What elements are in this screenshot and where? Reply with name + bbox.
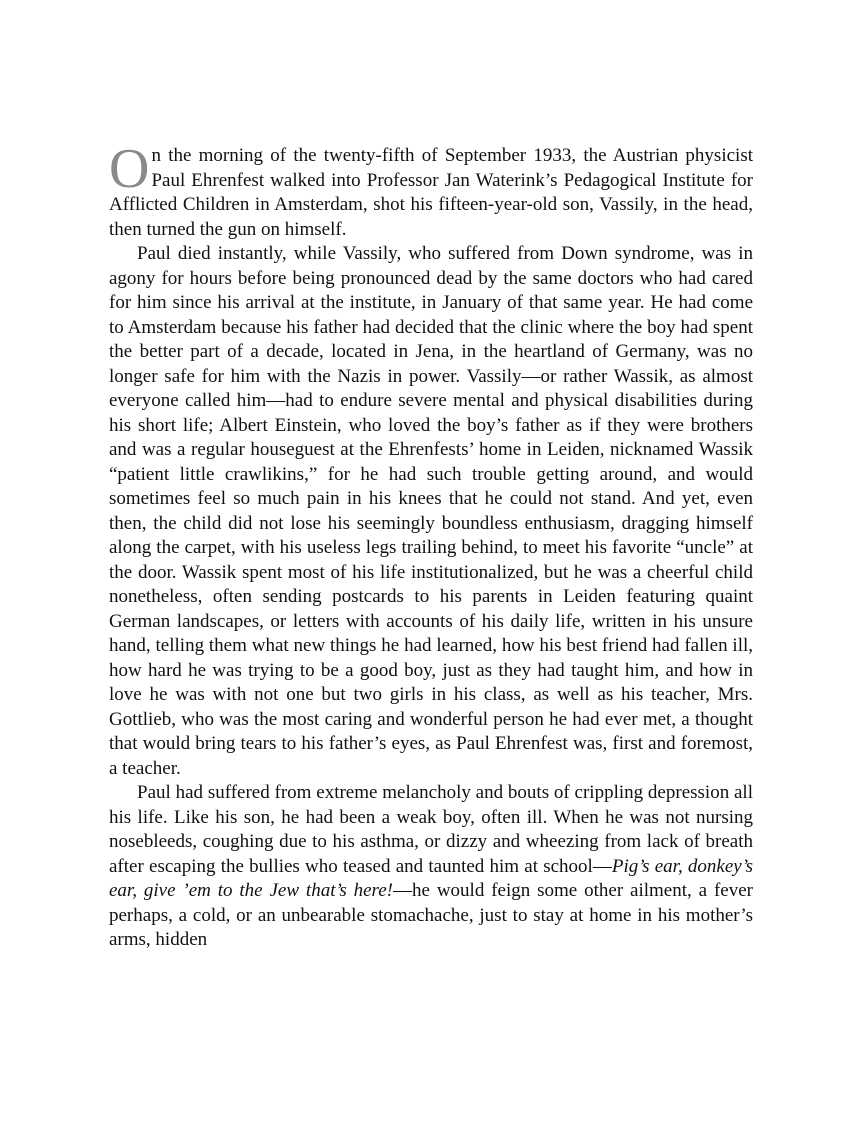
paragraph-3	[109, 781, 753, 953]
paragraph-1-text: n the morning of the twenty-fifth of September 1933, the Austrian physicist Paul Ehrenfest walked into Professor Jan Waterink’s Pedagogical Institute for Afflicted Children in Amsterdam, shot his fifteen-year-old son, Vassily, in the head, then turned the gun on himself.	[109, 145, 753, 240]
paragraph-3-text-before: Paul had suffered from extreme melancholy and bouts of crippling depression all his life. Like his son, he had been a weak boy, often ill. When he was not nursing nosebleeds, coughing due to his asthma, or dizzy and wheezing from lack of breath after escaping the bullies who teased and taunted him at school—	[109, 782, 753, 877]
paragraph-3-text-after: —he would feign some other ailment, a fever perhaps, a cold, or an unbearable stomachache, just to stay at home in his mother’s arms, hidden	[109, 880, 753, 950]
paragraph-3-italic-quote: Pig’s ear, donkey’s ear, give ’em to the Jew that’s here!	[109, 855, 753, 901]
paragraph-2-text: Paul died instantly, while Vassily, who suffered from Down syndrome, was in agony for hours before being pronounced dead by the same doctors who had cared for him since his arrival at the institute, in January of that same year. He had come to Amsterdam because his father had decided that the clinic where the boy had spent the better part of a decade, located in Jena, in the heartland of Germany, was no longer safe for him with the Nazis in power. Vassily—or rather Wassik, as almost everyone called him—had to endure severe mental and physical disabilities during his short life; Albert Einstein, who loved the boy’s father as if they were brothers and was a regular houseguest at the Ehrenfests’ home in Leiden, nicknamed Wassik “patient little crawlikins,” for he had such trouble getting around, and would sometimes feel so much pain in his knees that he could not stand. And yet, even then, the child did not lose his seemingly boundless enthusiasm, dragging himself along the carpet, with his useless legs trailing behind, to meet his favorite “uncle” at the door. Wassik spent most of his life institutionalized, but he was a cheerful child nonetheless, often sending postcards to his parents in Leiden featuring quaint German landscapes, or letters with accounts of his daily life, written in his unsure hand, telling them what new things he had learned, how his best friend had fallen ill, how hard he was trying to be a good boy, just as they had taught him, and how in love he was with not one but two girls in his class, as well as his teacher, Mrs. Gottlieb, who was the most caring and wonderful person he had ever met, a thought that would bring tears to his father’s eyes, as Paul Ehrenfest was, first and foremost, a teacher.	[109, 243, 753, 779]
drop-cap: O	[109, 138, 150, 200]
page-body	[109, 138, 753, 953]
paragraph-1	[109, 138, 753, 242]
paragraph-2	[109, 242, 753, 781]
